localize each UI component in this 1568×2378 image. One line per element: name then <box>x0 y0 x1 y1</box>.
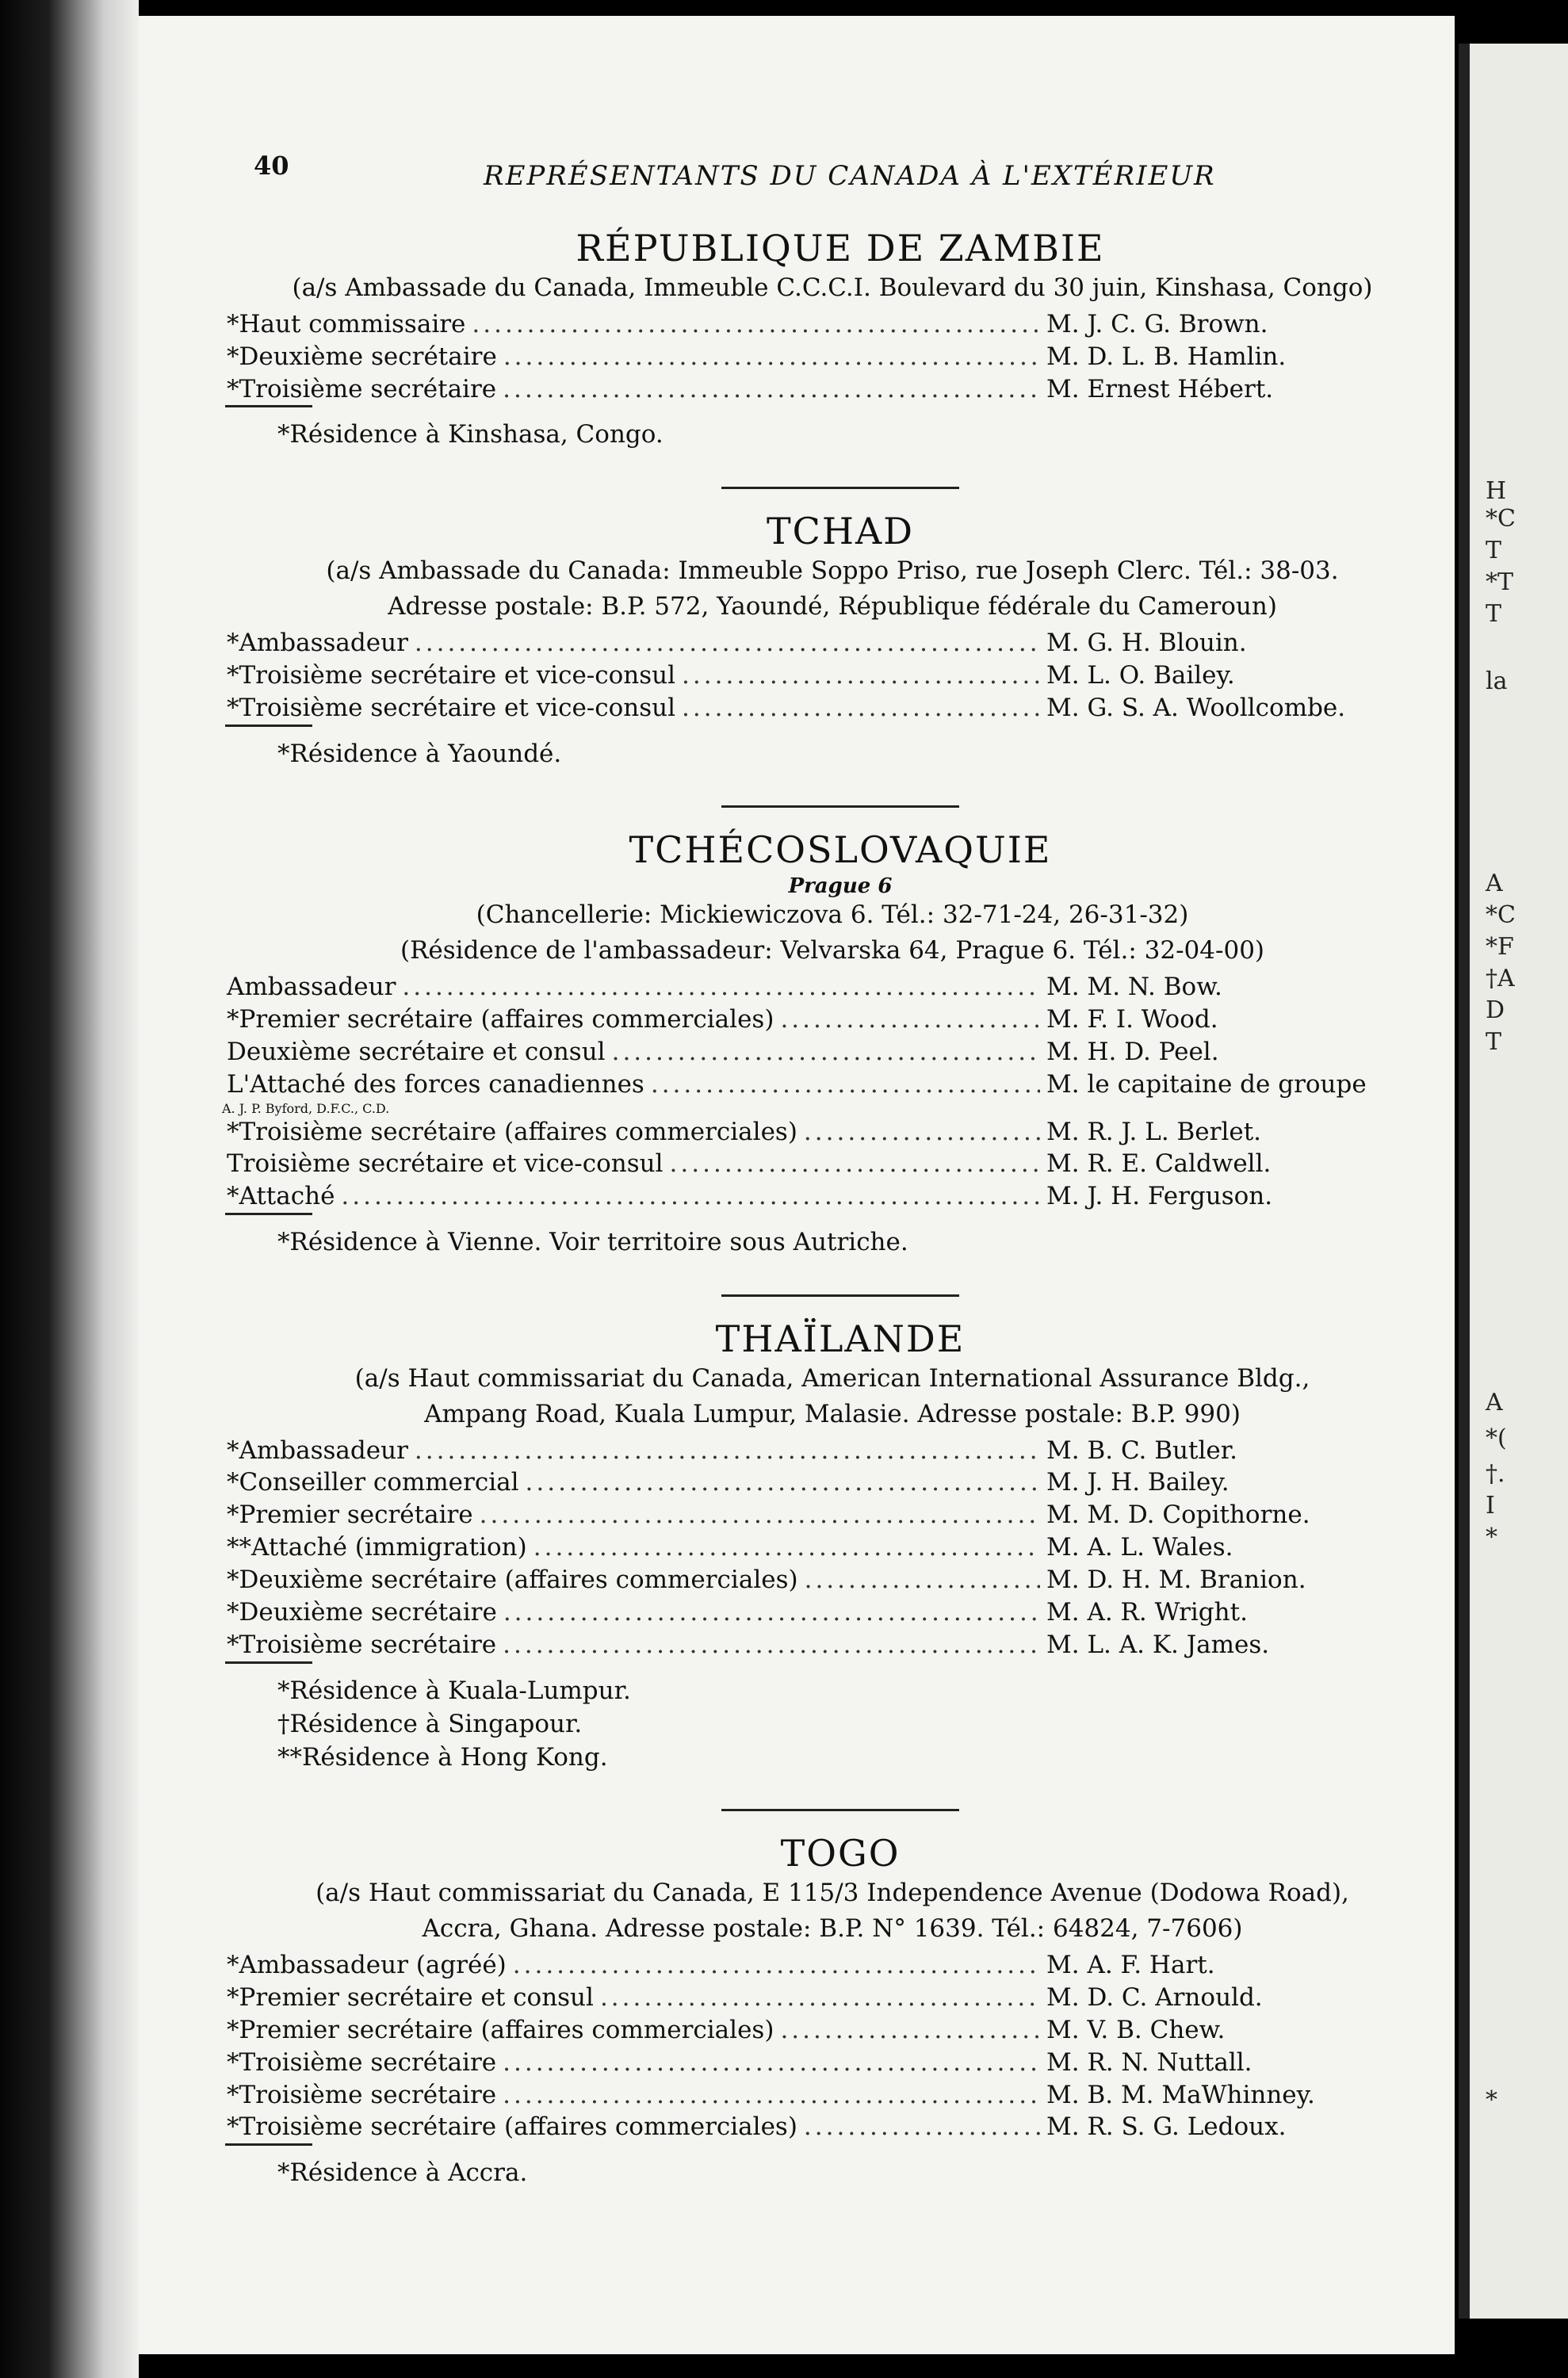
staff-entry <box>222 2047 1459 2079</box>
role: *Premier secrétaire et consul <box>227 1982 594 2012</box>
short-rule <box>225 1661 312 1664</box>
role: *Troisième secrétaire (affaires commerciales) <box>227 1117 797 1146</box>
residence-note: *Résidence à Kinshasa, Congo. <box>277 420 664 449</box>
facing-fragment: *( <box>1486 1424 1507 1452</box>
staff-entry <box>222 341 1459 373</box>
staff-entry <box>222 1069 1459 1101</box>
notes <box>222 1226 1459 1260</box>
notes <box>222 2157 1459 2190</box>
role: *Troisième secrétaire <box>227 2080 497 2109</box>
leader-dots <box>780 2014 1040 2047</box>
staff-entry <box>222 1629 1459 1661</box>
short-rule <box>225 405 312 407</box>
facing-fragment: * <box>1486 1524 1497 1551</box>
staff-name: M. R. J. L. Berlet. <box>1046 1117 1262 1146</box>
role: *Ambassadeur <box>227 628 408 657</box>
staff-entry <box>222 308 1459 341</box>
leader-dots <box>612 1036 1040 1069</box>
staff-name: M. D. L. B. Hamlin. <box>1046 342 1287 371</box>
role: L'Attaché des forces canadiennes <box>227 1069 644 1099</box>
role: *Troisième secrétaire <box>227 1631 497 1659</box>
role: *Deuxième secrétaire (affaires commerciales) <box>227 1566 798 1595</box>
section-divider <box>721 805 959 808</box>
section-thailande <box>222 1317 1459 1774</box>
leader-dots <box>780 1004 1040 1036</box>
staff-name: M. le capitaine de groupe <box>1046 1069 1367 1099</box>
facing-fragment: I <box>1486 1492 1495 1520</box>
facing-fragment: * <box>1486 2086 1497 2114</box>
facing-fragment: †. <box>1486 1460 1505 1488</box>
leader-dots <box>341 1180 1040 1213</box>
address-line: (Résidence de l'ambassadeur: Velvarska 64, Prague 6. Tél.: 32-04-00) <box>400 936 1265 965</box>
facing-fragment: *C <box>1486 505 1516 533</box>
staff-name: M. R. N. Nuttall. <box>1046 2047 1252 2077</box>
staff-name: M. B. M. MaWhinney. <box>1046 2080 1315 2109</box>
staff-entry <box>222 1148 1459 1180</box>
role: Ambassadeur <box>227 972 396 1001</box>
role: *Premier secrétaire (affaires commerciales) <box>227 2015 774 2044</box>
residence-note: †Résidence à Singapour. <box>277 1709 583 1738</box>
staff-entry <box>222 1180 1459 1213</box>
staff-entry <box>222 1949 1459 1982</box>
country-heading: THAÏLANDE <box>715 1317 966 1361</box>
leader-dots <box>804 2111 1040 2143</box>
staff-name: M. Ernest Hébert. <box>1046 374 1274 403</box>
running-title: REPRÉSENTANTS DU CANADA À L'EXTÉRIEUR <box>484 160 1216 192</box>
staff-name: M. R. E. Caldwell. <box>1046 1149 1272 1179</box>
section-divider <box>721 1294 959 1297</box>
staff-entry <box>222 1564 1459 1596</box>
residence-note: *Résidence à Yaoundé. <box>277 739 562 768</box>
address-line: (a/s Ambassade du Canada, Immeuble C.C.C.I. Boulevard du 30 juin, Kinshasa, Congo) <box>292 273 1373 302</box>
leader-dots <box>600 1982 1040 2014</box>
leader-dots <box>503 1629 1040 1661</box>
staff-name: M. D. H. M. Branion. <box>1046 1566 1306 1595</box>
facing-fragment: H <box>1486 477 1507 505</box>
leader-dots <box>415 1435 1040 1467</box>
role: *Conseiller commercial <box>227 1468 519 1497</box>
staff-entry <box>222 971 1459 1004</box>
staff-entry <box>222 1116 1459 1149</box>
staff-entry <box>222 1596 1459 1629</box>
residence-note: **Résidence à Hong Kong. <box>277 1742 608 1772</box>
role: *Troisième secrétaire <box>227 374 497 403</box>
staff-name-continued: A. J. P. Byford, D.F.C., C.D. <box>222 1100 390 1116</box>
staff-entry <box>222 1036 1459 1069</box>
facing-fragment: T <box>1486 537 1502 564</box>
facing-fragment: la <box>1486 667 1508 695</box>
staff-entry <box>222 1531 1459 1564</box>
role: *Troisième secrétaire (affaires commerciales) <box>227 2112 797 2142</box>
staff-name: M. L. A. K. James. <box>1046 1631 1270 1659</box>
role: *Troisième secrétaire et vice-consul <box>227 693 676 722</box>
role: *Haut commissaire <box>227 309 466 338</box>
leader-dots <box>480 1499 1040 1531</box>
facing-fragment: D <box>1486 996 1505 1024</box>
address-line: (a/s Ambassade du Canada: Immeuble Soppo Priso, rue Joseph Clerc. Tél.: 38-03. <box>326 556 1339 586</box>
role: Deuxième secrétaire et consul <box>227 1037 606 1066</box>
leader-dots <box>682 692 1040 724</box>
facing-fragment: *T <box>1486 568 1514 596</box>
leader-dots <box>534 1531 1040 1564</box>
leader-dots <box>526 1466 1040 1499</box>
page-header <box>222 143 1459 206</box>
staff-entry <box>222 1004 1459 1036</box>
facing-fragment: *C <box>1486 901 1516 929</box>
staff-name: M. M. D. Copithorne. <box>1046 1501 1310 1530</box>
section-tchad <box>222 510 1459 770</box>
role: *Ambassadeur (agréé) <box>227 1950 507 1979</box>
role: Troisième secrétaire et vice-consul <box>227 1149 664 1179</box>
leader-dots <box>503 2047 1040 2079</box>
section-divider <box>721 487 959 489</box>
leader-dots <box>415 627 1040 659</box>
staff-name: M. M. N. Bow. <box>1046 972 1222 1001</box>
residence-note: *Résidence à Accra. <box>277 2158 528 2188</box>
role: *Premier secrétaire <box>227 1501 473 1530</box>
staff-name: M. V. B. Chew. <box>1046 2015 1226 2044</box>
country-heading: RÉPUBLIQUE DE ZAMBIE <box>576 227 1105 270</box>
staff-name: M. B. C. Butler. <box>1046 1436 1237 1465</box>
leader-dots <box>513 1949 1040 1982</box>
country-heading: TCHÉCOSLOVAQUIE <box>629 828 1052 872</box>
notes <box>222 1675 1459 1775</box>
staff-entry <box>222 2079 1459 2112</box>
staff-entry <box>222 627 1459 659</box>
staff-name: M. J. C. G. Brown. <box>1046 309 1268 338</box>
staff-name: M. D. C. Arnould. <box>1046 1982 1263 2012</box>
short-rule <box>225 2143 312 2146</box>
city-subheading: Prague 6 <box>788 874 893 899</box>
leader-dots <box>670 1148 1040 1180</box>
role: *Premier secrétaire (affaires commerciales) <box>227 1004 774 1034</box>
facing-fragment: A <box>1486 870 1503 897</box>
leader-dots <box>503 341 1040 373</box>
address-line: Accra, Ghana. Adresse postale: B.P. N° 1639. Tél.: 64824, 7-7606) <box>422 1914 1243 1944</box>
leader-dots <box>503 2079 1040 2112</box>
notes <box>222 738 1459 771</box>
staff-entry <box>222 1466 1459 1499</box>
staff-name: M. H. D. Peel. <box>1046 1037 1219 1066</box>
role: *Ambassadeur <box>227 1436 408 1465</box>
leader-dots <box>503 373 1040 406</box>
staff-name: M. G. S. A. Woollcombe. <box>1046 693 1346 722</box>
facing-fragment: *F <box>1486 933 1514 961</box>
role: *Troisième secrétaire et vice-consul <box>227 660 676 690</box>
residence-note: *Résidence à Vienne. Voir territoire sous Autriche. <box>277 1228 908 1257</box>
staff-entry <box>222 692 1459 724</box>
staff-name: M. F. I. Wood. <box>1046 1004 1218 1034</box>
leader-dots <box>682 659 1040 692</box>
section-tchecoslovaquie <box>222 828 1459 1260</box>
country-heading: TCHAD <box>766 510 915 553</box>
book-spine <box>0 0 139 2378</box>
staff-name: M. A. F. Hart. <box>1046 1950 1215 1979</box>
staff-entry <box>222 1499 1459 1531</box>
country-heading: TOGO <box>780 1832 901 1875</box>
staff-name: M. J. H. Bailey. <box>1046 1468 1230 1497</box>
residence-note: *Résidence à Kuala-Lumpur. <box>277 1676 631 1705</box>
staff-name: M. L. O. Bailey. <box>1046 660 1235 690</box>
staff-entry <box>222 1435 1459 1467</box>
facing-fragment: †A <box>1486 965 1515 992</box>
leader-dots <box>503 1596 1040 1629</box>
notes <box>222 419 1459 452</box>
short-rule <box>225 1213 312 1215</box>
address-line: (a/s Haut commissariat du Canada, American International Assurance Bldg., <box>354 1364 1310 1394</box>
leader-dots <box>472 308 1040 341</box>
section-togo <box>222 1832 1459 2190</box>
leader-dots <box>804 1116 1040 1149</box>
staff-name: M. A. L. Wales. <box>1046 1533 1233 1562</box>
role: *Deuxième secrétaire <box>227 1598 497 1627</box>
staff-name: M. G. H. Blouin. <box>1046 628 1247 657</box>
staff-name: M. A. R. Wright. <box>1046 1598 1248 1627</box>
role: *Troisième secrétaire <box>227 2047 497 2077</box>
address-line: Ampang Road, Kuala Lumpur, Malasie. Adresse postale: B.P. 990) <box>424 1399 1241 1428</box>
address-line: (Chancellerie: Mickiewiczova 6. Tél.: 32-71-24, 26-31-32) <box>476 900 1189 930</box>
leader-dots <box>805 1564 1040 1596</box>
staff-name: M. R. S. G. Ledoux. <box>1046 2112 1287 2142</box>
facing-page <box>1459 44 1568 2319</box>
address-line: Adresse postale: B.P. 572, Yaoundé, République fédérale du Cameroun) <box>388 592 1277 621</box>
leader-dots <box>651 1069 1040 1101</box>
staff-entry <box>222 373 1459 406</box>
leader-dots <box>402 971 1040 1004</box>
role: *Attaché <box>227 1182 335 1211</box>
staff-entry <box>222 2111 1459 2143</box>
role: *Deuxième secrétaire <box>227 342 497 371</box>
staff-entry <box>222 1982 1459 2014</box>
section-zambie <box>222 227 1459 452</box>
staff-entry <box>222 659 1459 692</box>
document-page <box>222 143 1459 2190</box>
facing-fragment: T <box>1486 1028 1502 1056</box>
facing-fragment: A <box>1486 1389 1503 1416</box>
facing-fragment: T <box>1486 600 1502 628</box>
role: **Attaché (immigration) <box>227 1533 527 1562</box>
address-line: (a/s Haut commissariat du Canada, E 115/3 Independence Avenue (Dodowa Road), <box>316 1879 1349 1908</box>
section-divider <box>721 1809 959 1811</box>
page-number: 40 <box>254 151 289 181</box>
staff-entry <box>222 2014 1459 2047</box>
staff-name: M. J. H. Ferguson. <box>1046 1182 1273 1211</box>
short-rule <box>225 724 312 727</box>
